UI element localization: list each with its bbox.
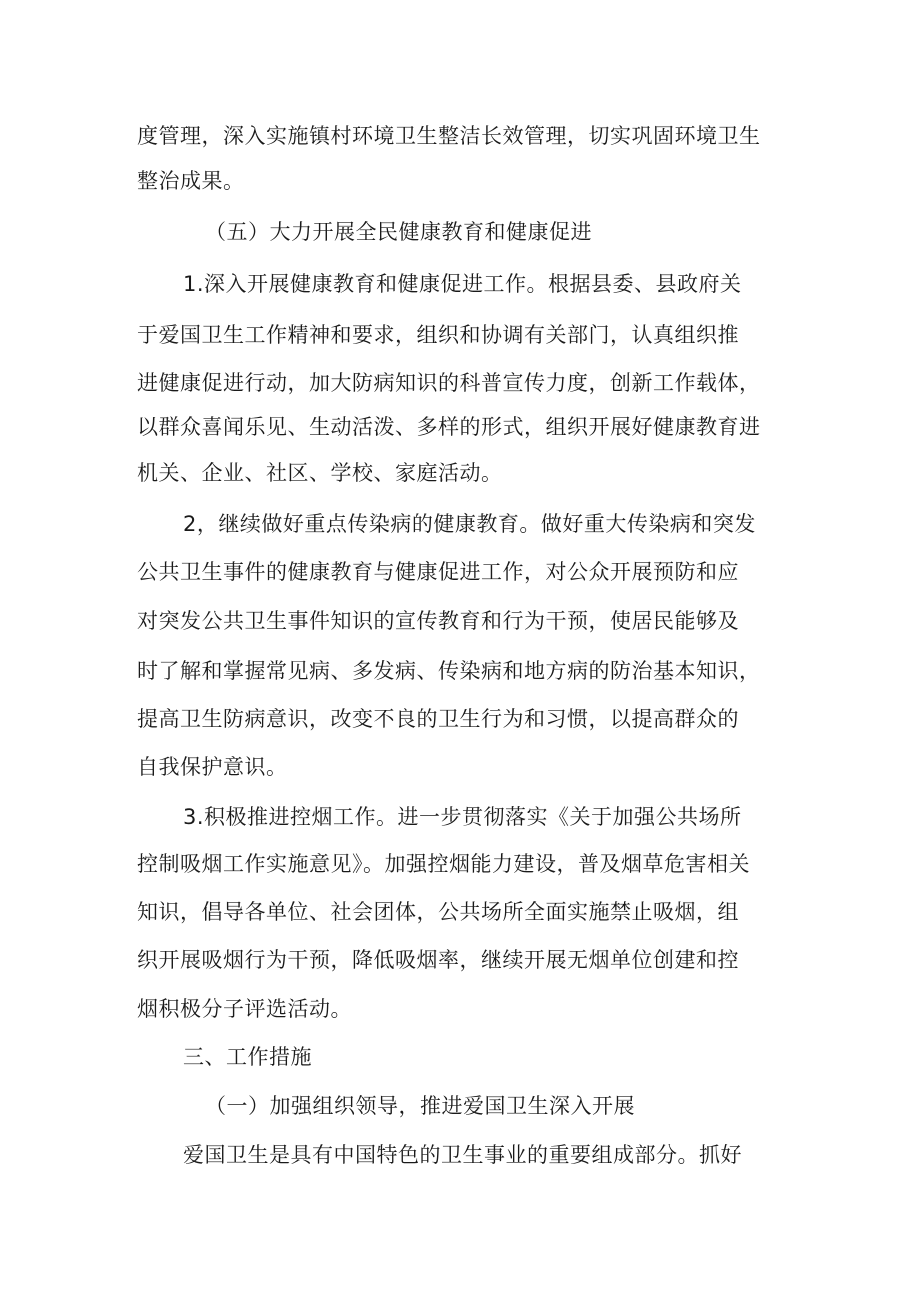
text-line: 度管理，深入实施镇村环境卫生整洁长效管理，切实巩固环境卫生 [137,124,761,148]
text-line: 3.积极推进控烟工作。进一步贯彻落实《关于加强公共场所 [183,805,742,829]
text-line: 机关、企业、社区、学校、家庭活动。 [137,461,503,485]
text-line: 烟积极分子评选活动。 [137,997,352,1021]
text-line: 知识，倡导各单位、社会团体，公共场所全面实施禁止吸烟，组 [137,900,739,924]
text-line: 时了解和掌握常见病、多发病、传染病和地方病的防治基本知识， [137,659,761,683]
text-line: 进健康促进行动，加大防病知识的科普宣传力度，创新工作载体， [137,371,761,395]
text-line: 于爱国卫生工作精神和要求，组织和协调有关部门，认真组织推 [137,323,739,347]
text-line: 1.深入开展健康教育和健康促进工作。根据县委、县政府关 [183,272,742,296]
text-line: 对突发公共卫生事件知识的宣传教育和行为干预，使居民能够及 [137,609,739,633]
text-line: 爱国卫生是具有中国特色的卫生事业的重要组成部分。抓好 [183,1143,742,1167]
text-line: 以群众喜闻乐见、生动活泼、多样的形式，组织开展好健康教育进 [137,415,761,439]
text-line: 整治成果。 [137,169,245,193]
text-line: 提高卫生防病意识，改变不良的卫生行为和习惯，以提高群众的 [137,707,739,731]
text-line: 控制吸烟工作实施意见》。加强控烟能力建设，普及烟草危害相关 [137,852,750,876]
text-line: 2，继续做好重点传染病的健康教育。做好重大传染病和突发 [183,512,756,536]
section-heading: 三、工作措施 [183,1045,312,1069]
subsection-heading: （一）加强组织领导，推进爱国卫生深入开展 [205,1094,635,1118]
text-line: 自我保护意识。 [137,755,288,779]
section-heading: （五）大力开展全民健康教育和健康促进 [205,220,592,244]
text-line: 公共卫生事件的健康教育与健康促进工作，对公众开展预防和应 [137,560,739,584]
text-line: 织开展吸烟行为干预，降低吸烟率，继续开展无烟单位创建和控 [137,948,739,972]
